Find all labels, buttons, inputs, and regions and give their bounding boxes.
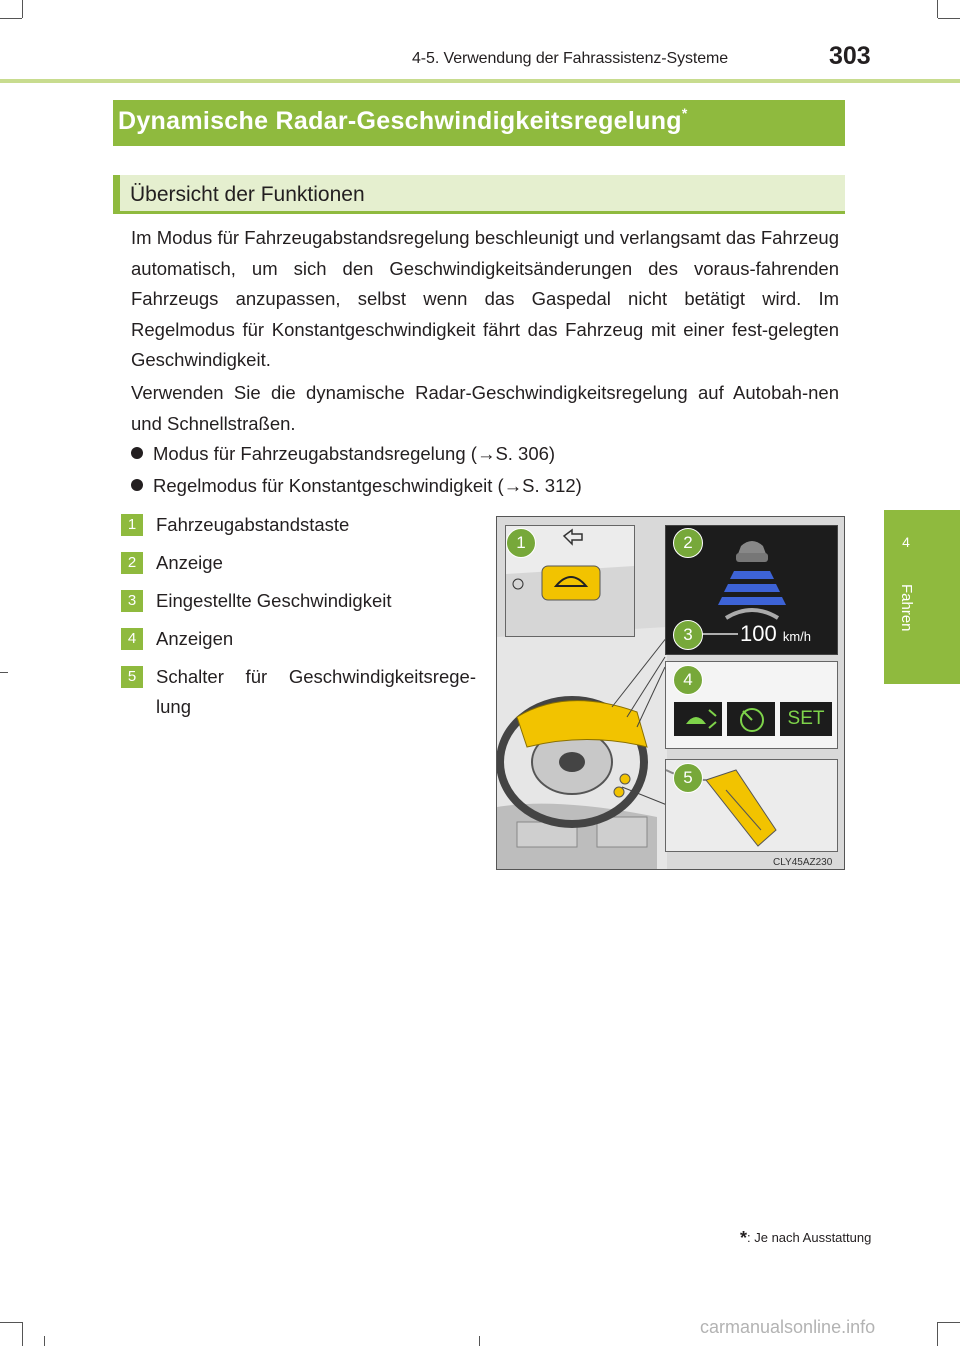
item-number: 3 (121, 590, 143, 612)
callout-badge-5: 5 (673, 763, 703, 793)
image-code: CLY45AZ230 (773, 857, 833, 868)
chapter-number: 4 (902, 534, 910, 550)
callout-badge-2: 2 (673, 528, 703, 558)
callout-badge-4: 4 (673, 665, 703, 695)
return-arrow-icon (564, 530, 582, 544)
item-label: Anzeige (156, 552, 223, 573)
page-number: 303 (829, 42, 871, 70)
running-header: 4-5. Verwendung der Fahrassistenz-Systeme (412, 50, 729, 67)
bullet-icon (131, 479, 143, 491)
crop-mark (479, 1336, 480, 1346)
cruise-control-lever (706, 770, 776, 846)
header-rule (0, 79, 960, 83)
crop-mark (937, 1322, 938, 1346)
bullet-item: Modus für Fahrzeugabstandsregelung (→S. 306) (131, 443, 555, 465)
item-number: 5 (121, 666, 143, 688)
subsection-accent (113, 175, 120, 214)
item-label: Anzeigen (156, 628, 234, 649)
item-label: Schalter für Geschwindigkeitsrege-lung (156, 666, 476, 717)
crop-mark (938, 1322, 960, 1323)
footnote: *: Je nach Ausstattung (740, 1228, 872, 1248)
crop-mark (22, 1322, 23, 1346)
item-number: 1 (121, 514, 143, 536)
own-car-icon (726, 610, 778, 618)
callout-badge-3: 3 (673, 620, 703, 650)
crop-mark (44, 1336, 45, 1346)
bullet-item: Regelmodus für Konstantgeschwindigkeit (→S. 312) (131, 475, 582, 497)
item-number: 4 (121, 628, 143, 650)
callout-badge-1: 1 (506, 528, 536, 558)
crop-mark (938, 18, 960, 19)
crop-mark (0, 672, 8, 673)
distance-button (542, 566, 600, 600)
crop-mark (937, 0, 938, 18)
distance-indicator-icon (674, 702, 722, 736)
bullet-icon (131, 447, 143, 459)
crop-mark (0, 18, 22, 19)
cruise-indicator-icon (727, 702, 775, 736)
set-indicator: SET (780, 702, 832, 736)
section-title: Dynamische Radar-Geschwindigkeitsregelung* (118, 105, 688, 135)
item-number: 2 (121, 552, 143, 574)
item-label: Fahrzeugabstandstaste (156, 514, 350, 535)
footnote-marker: * (681, 105, 688, 121)
subsection-title: Übersicht der Funktionen (130, 183, 365, 206)
illustration (496, 516, 845, 870)
watermark: carmanualsonline.info (700, 1317, 876, 1337)
set-speed-display: 100 km/h (740, 621, 812, 646)
crop-mark (22, 0, 23, 18)
crop-mark (0, 1322, 22, 1323)
lead-car-icon (738, 541, 766, 554)
intro-paragraph: Im Modus für Fahrzeugabstandsregelung beschleunigt und verlangsamt das Fahrzeug automatisch, um sich den Geschwindigkeitsänderungen des voraus-fahrenden Fahrzeugs anzupassen, selbst wenn das Gaspedal nicht betätigt wird. Im Regelmodus für Konstantgeschwindigkeit fährt das Fahrzeug mit einer fest-gelegten Geschwindigkeit. (131, 227, 839, 370)
item-label: Eingestellte Geschwindigkeit (156, 590, 392, 611)
usage-paragraph: Verwenden Sie die dynamische Radar-Geschwindigkeitsregelung auf Autobah-nen und Schnellstraßen. (131, 382, 839, 434)
chapter-label: Fahren (898, 584, 915, 632)
